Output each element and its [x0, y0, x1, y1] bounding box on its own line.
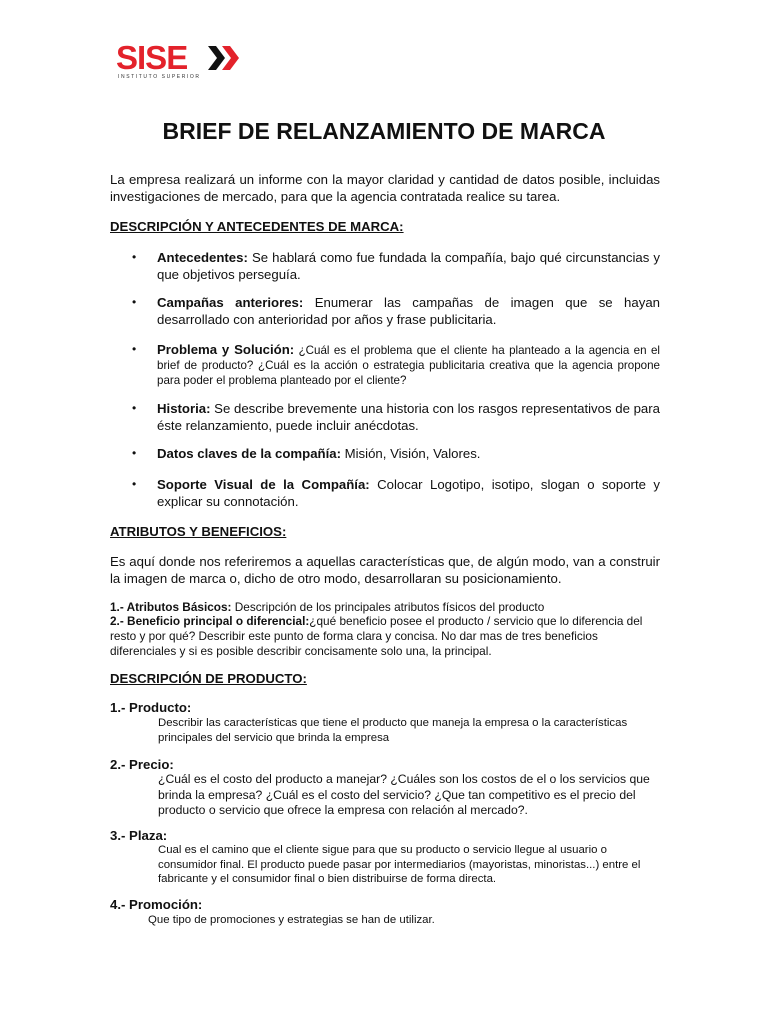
bullet-icon: •	[132, 446, 137, 460]
bullet-label: Campañas anteriores:	[157, 295, 304, 310]
bullet-text: Colocar Logotipo, isotipo, slogan o soporte y explicar su connotación.	[157, 477, 660, 509]
page-title: BRIEF DE RELANZAMIENTO DE MARCA	[162, 118, 606, 144]
bullet-label: Antecedentes:	[157, 250, 248, 265]
attribute-benefit-text: ¿qué beneficio posee el producto / servicio que lo diferencia del resto y por qué? Describir este punto de forma clara y concisa. No dar mas de tres beneficios diferenciales y si es posible describir concisamente solo una, la principal.	[110, 614, 643, 658]
section-heading-attributes: ATRIBUTOS Y BENEFICIOS:	[110, 524, 287, 539]
price-heading: 2.- Precio:	[110, 757, 174, 772]
bullet-text: Se describe brevemente una historia con los rasgos representativos de para éste relanzamiento, puede incluir anécdotas.	[157, 401, 660, 433]
promotion-text: Que tipo de promociones y estrategias se han de utilizar.	[148, 914, 435, 926]
attributes-intro: Es aquí donde nos referiremos a aquellas características que, de algún modo, van a construir la imagen de marca o, dicho de otro modo, desarrollaran su posicionamiento.	[110, 554, 660, 586]
bullet-item	[157, 401, 660, 434]
bullet-icon: •	[132, 401, 137, 415]
bullet-item	[157, 446, 660, 463]
place-heading: 3.- Plaza:	[110, 828, 168, 843]
bullet-text: ¿Cuál es el problema que el cliente ha planteado a la agencia en el brief de producto? ¿Cuál es la acción o estrategia publicitaria creativa que la agencia propone para poder el problema planteado por el cliente?	[157, 344, 660, 387]
logo-wordmark: SISE	[116, 39, 188, 76]
bullet-label: Problema y Solución:	[157, 342, 295, 357]
bullet-label: Soporte Visual de la Compañía:	[157, 477, 370, 492]
price-text: ¿Cuál es el costo del producto a manejar? ¿Cuáles son los costos de el o los servicios que brinda la empresa? ¿Cuál es el costo del servicio? ¿Que tan competitivo es el precio del producto o servicio que ofrece la empresa con relación al mercado?.	[158, 772, 650, 817]
product-text: Describir las características que tiene el producto que maneja la empresa o la características principales del servicio que brinda la empresa	[158, 717, 628, 744]
intro-paragraph: La empresa realizará un informe con la mayor claridad y cantidad de datos posible, incluidas investigaciones de mercado, para que la agencia contratada realice su tarea.	[110, 172, 660, 204]
bullet-icon: •	[132, 250, 137, 264]
bullet-item	[157, 295, 660, 328]
attribute-benefit	[110, 614, 660, 658]
attribute-basic-label: 1.- Atributos Básicos:	[110, 600, 232, 614]
promotion-heading: 4.- Promoción:	[110, 897, 203, 912]
attribute-benefit-label: 2.- Beneficio principal o diferencial:	[110, 614, 310, 628]
attribute-basic-text: Descripción de los principales atributos físicos del producto	[231, 600, 545, 614]
section-heading-product: DESCRIPCIÓN DE PRODUCTO:	[110, 671, 307, 686]
logo-subtitle: INSTITUTO SUPERIOR	[118, 74, 201, 80]
chevron-arrows-icon	[208, 44, 248, 72]
bullet-icon: •	[132, 295, 137, 309]
section-heading-brand: DESCRIPCIÓN Y ANTECEDENTES DE MARCA:	[110, 219, 404, 234]
bullet-label: Historia:	[157, 401, 211, 416]
product-heading: 1.- Producto:	[110, 700, 192, 715]
bullet-text: Enumerar las campañas de imagen que se hayan desarrollado con anterioridad por años y frase publicitaria.	[157, 295, 660, 327]
bullet-item	[157, 343, 660, 388]
place-text: Cual es el camino que el cliente sigue para que su producto o servicio llegue al usuario o consumidor final. El producto puede pasar por intermediarios (mayoristas, minoristas...) entre el fabricante y el consumidor final o bien distribuirse de forma directa.	[158, 844, 641, 885]
bullet-icon: •	[132, 477, 137, 491]
sise-logo	[116, 40, 256, 84]
bullet-label: Datos claves de la compañía:	[157, 446, 341, 461]
attribute-basic	[110, 600, 660, 615]
bullet-icon: •	[132, 342, 137, 356]
bullet-item	[157, 250, 660, 283]
bullet-text: Se hablará como fue fundada la compañía, bajo qué circunstancias y que objetivos perseguía.	[157, 250, 660, 282]
bullet-item	[157, 477, 660, 510]
bullet-text: Misión, Visión, Valores.	[340, 446, 481, 461]
